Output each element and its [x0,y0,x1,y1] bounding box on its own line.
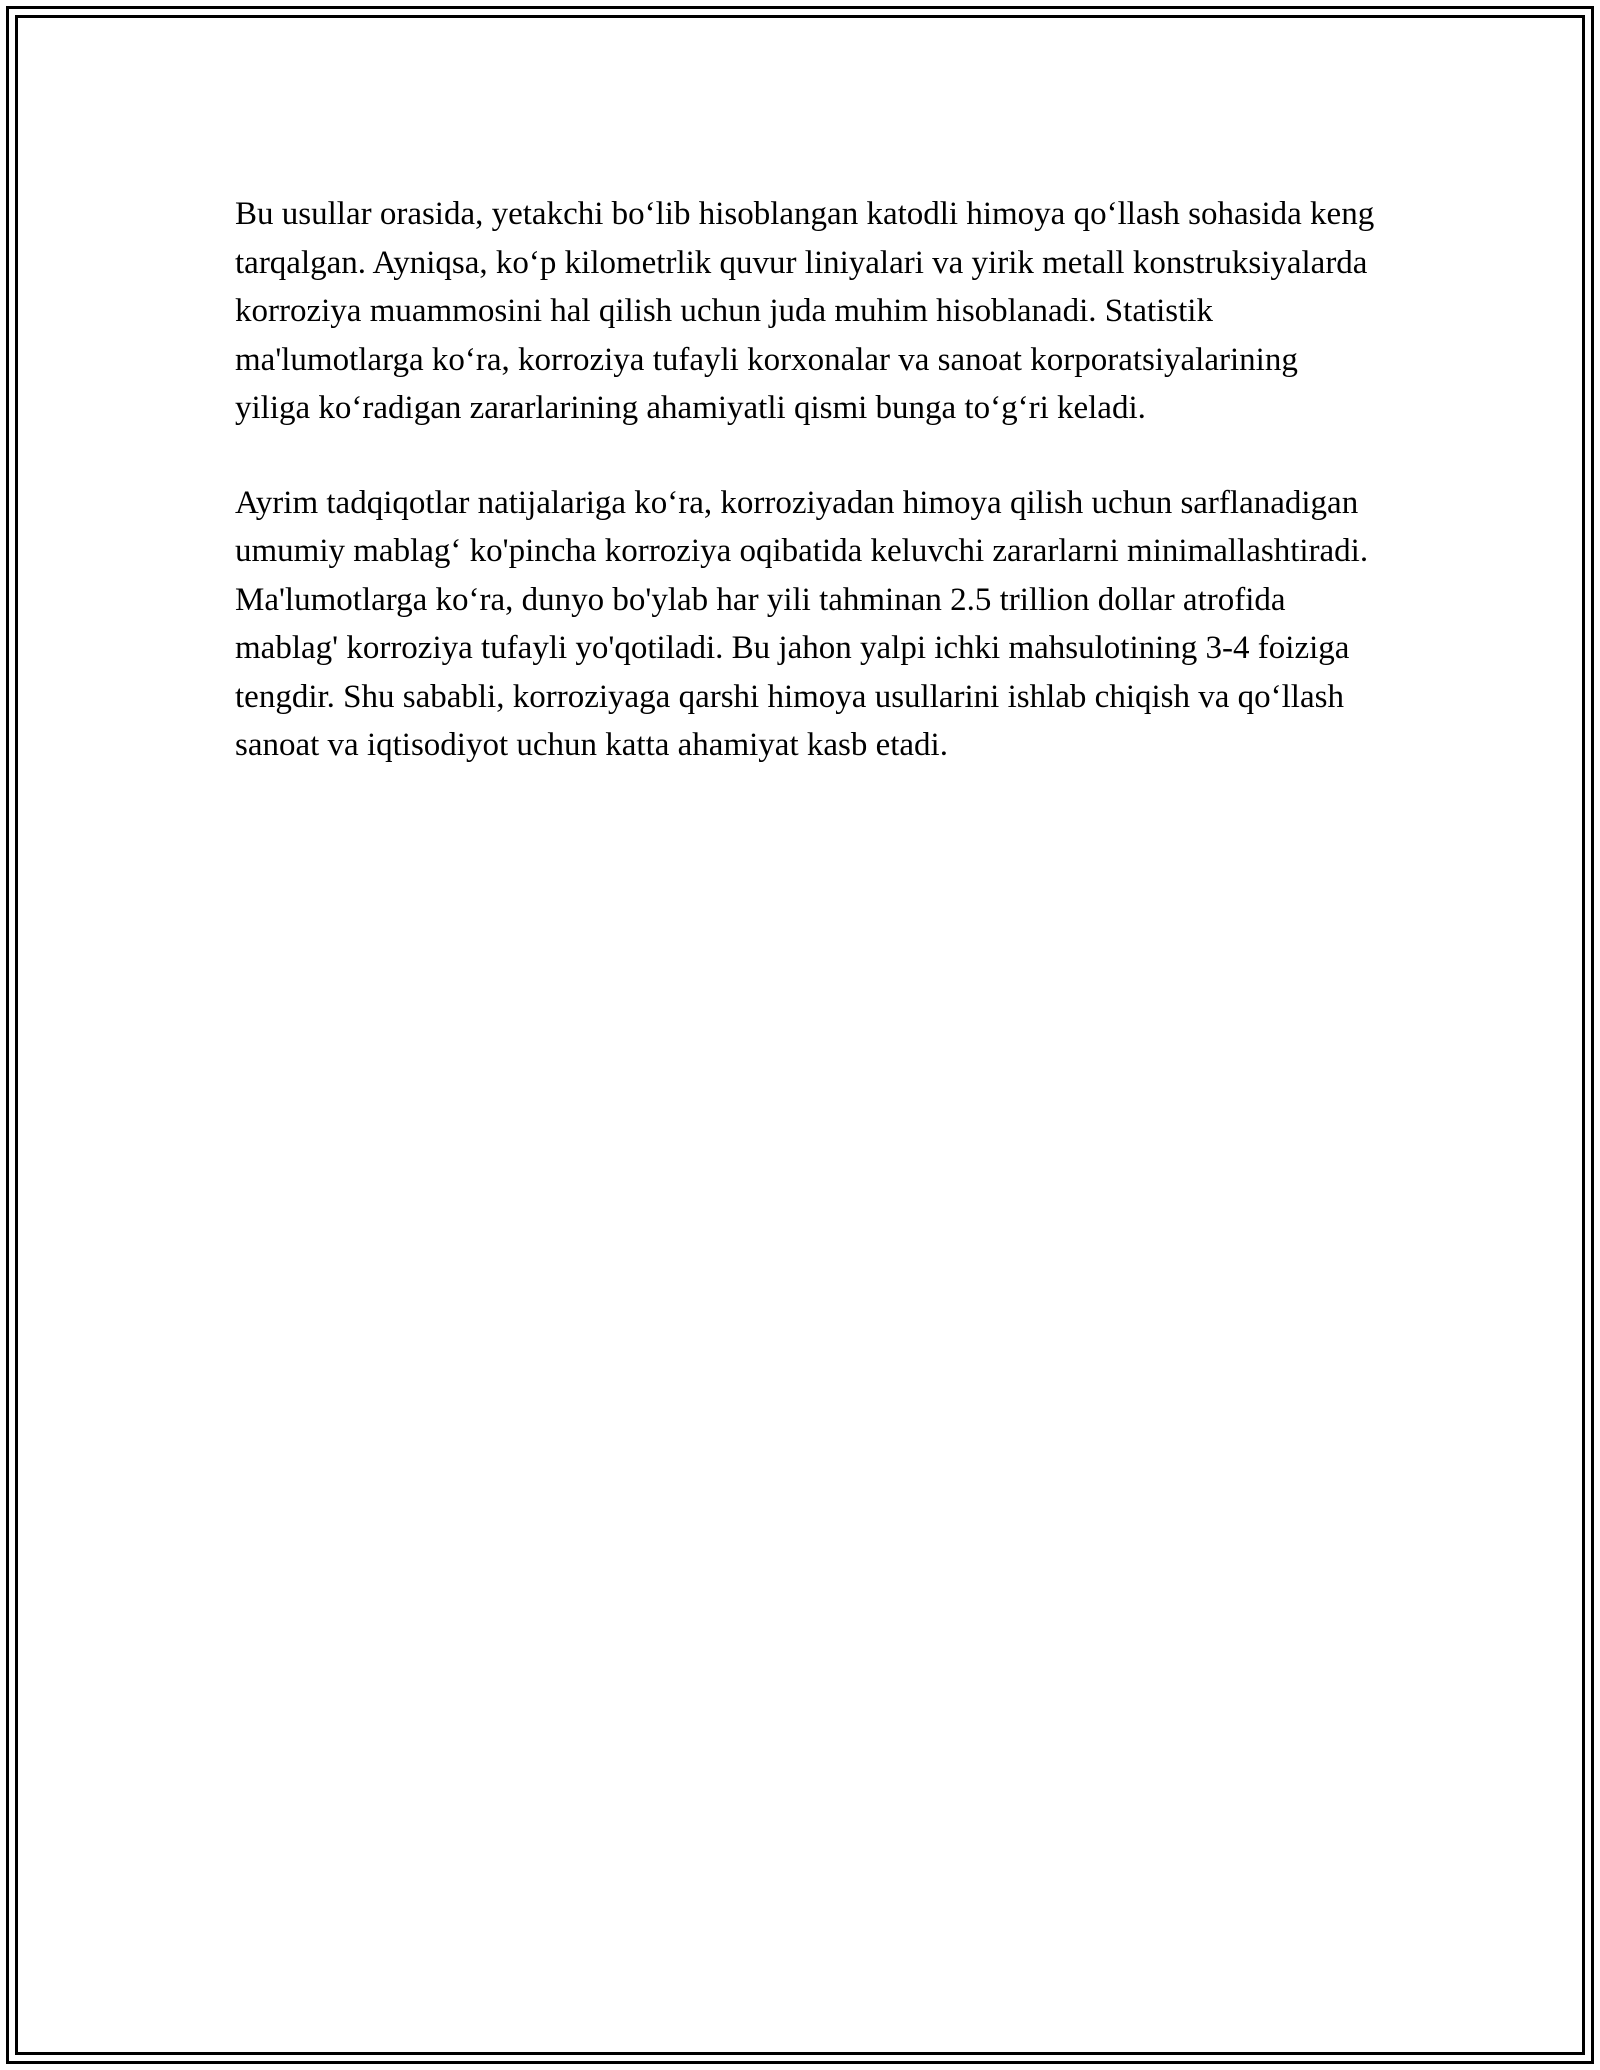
paragraph-2: Ayrim tadqiqotlar natijalariga ko‘ra, korroziyadan himoya qilish uchun sarflanadigan umumiy mablag‘ ko'pincha korroziya oqibatida keluvchi zararlarni minimallashtiradi. Ma'lumotlarga ko‘ra, dunyo bo'ylab har yili tahminan 2.5 trillion dollar atrofida mablag' korroziya tufayli yo'qotiladi. Bu jahon yalpi ichki mahsulotining 3-4 foiziga tengdir. Shu sababli, korroziyaga qarshi himoya usullarini ishlab chiqish va qo‘llash sanoat va iqtisodiyot uchun katta ahamiyat kasb etadi. [235,484,1369,763]
document-body [235,190,1375,770]
paragraph-1: Bu usullar orasida, yetakchi bo‘lib hisoblangan katodli himoya qo‘llash sohasida keng tarqalgan. Ayniqsa, ko‘p kilometrlik quvur liniyalari va yirik metall konstruksiyalarda korroziya muammosini hal qilish uchun juda muhim hisoblanadi. Statistik ma'lumotlarga ko‘ra, korroziya tufayli korxonalar va sanoat korporatsiyalarining yiliga ko‘radigan zararlarining ahamiyatli qismi bunga to‘g‘ri keladi. [235,196,1375,426]
